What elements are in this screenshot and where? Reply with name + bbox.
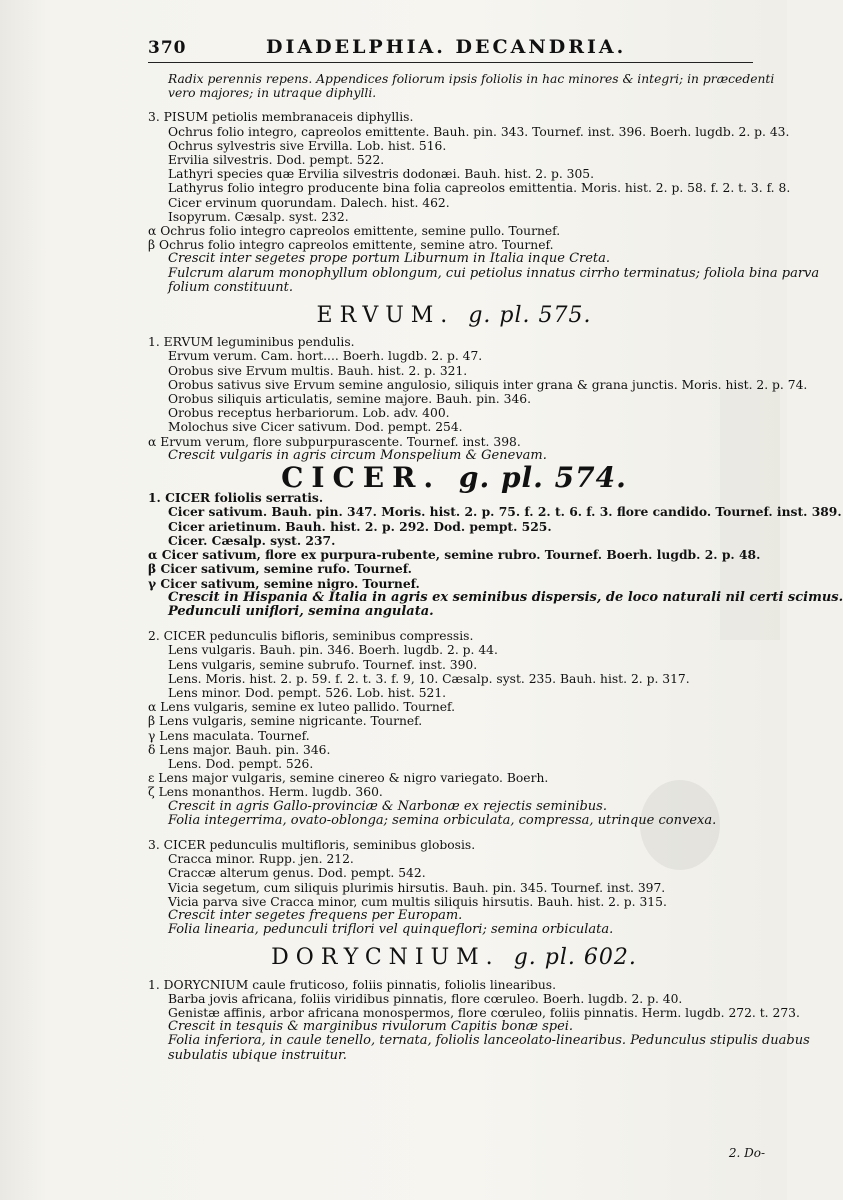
text-line: Orobus receptus herbariorum. Lob. adv. 400. <box>168 406 450 421</box>
text-line: Cicer sativum. Bauh. pin. 347. Moris. hist. 2. p. 75. f. 2. t. 6. f. 3. flore candido. Tournef. inst. 389. <box>168 504 842 520</box>
text-line: Ochrus folio integro, capreolos emittente. Bauh. pin. 343. Tournef. inst. 396. Boerh. lugdb. 2. p. 43. <box>168 124 790 139</box>
text-line: Cicer arietinum. Bauh. hist. 2. p. 292. Dod. pempt. 525. <box>168 518 552 534</box>
genus-name: DORYCNIUM. <box>271 945 500 971</box>
text-line: Folia inferiora, in caule tenello, ternata, foliolis lanceolato-linearibus. Pedunculus stipulis duabus <box>168 1033 810 1049</box>
text-line: α Lens vulgaris, semine ex luteo pallido. Tournef. <box>148 700 456 715</box>
genus-heading <box>148 461 760 495</box>
text-line: β Ochrus folio integro capreolos emittente, semine atro. Tournef. <box>148 238 554 253</box>
text-line: Vicia segetum, cum siliquis plurimis hirsutis. Bauh. pin. 345. Tournef. inst. 397. <box>168 880 666 895</box>
text-line: Lens. Moris. hist. 2. p. 59. f. 2. t. 3. f. 9, 10. Cæsalp. syst. 235. Bauh. hist. 2. p. 317. <box>168 671 690 686</box>
text-line: α Ochrus folio integro capreolos emittente, semine pullo. Tournef. <box>148 224 561 239</box>
text-line: 1. DORYCNIUM caule fruticoso, foliis pinnatis, foliolis linearibus. <box>148 977 557 992</box>
text-line: Lens minor. Dod. pempt. 526. Lob. hist. 521. <box>168 685 447 700</box>
text-line: Craccæ alterum genus. Dod. pempt. 542. <box>168 866 426 881</box>
text-line: δ Lens major. Bauh. pin. 346. <box>148 742 331 757</box>
text-line: Crescit inter segetes frequens per Europam. <box>168 907 463 923</box>
text-line: Orobus siliquis articulatis, semine majore. Bauh. pin. 346. <box>168 392 531 407</box>
text-line: γ Cicer sativum, semine nigro. Tournef. <box>148 575 420 591</box>
spacer <box>148 619 760 629</box>
text-line: vero majores; in utraque diphylli. <box>168 86 377 101</box>
genus-name: ERVUM. <box>316 303 455 329</box>
running-head: DIADELPHIA. DECANDRIA. <box>266 36 627 58</box>
text-line: ζ Lens monanthos. Herm. lugdb. 360. <box>148 785 383 800</box>
text-line: Vicia parva sive Cracca minor, cum multis siliquis hirsutis. Bauh. hist. 2. p. 315. <box>168 894 667 909</box>
page-body <box>148 72 843 1063</box>
text-line: Lathyri species quæ Ervilia silvestris dodonæi. Bauh. hist. 2. p. 305. <box>168 167 595 182</box>
text-line: folium constituunt. <box>168 279 294 295</box>
text-line: Lens. Dod. pempt. 526. <box>168 756 314 771</box>
text-line: α Cicer sativum, flore ex purpura-rubente, semine rubro. Tournef. Boerh. lugdb. 2. p. 48. <box>148 547 761 563</box>
genus-reference: g. pl. 574. <box>458 461 627 495</box>
text-line: Crescit vulgaris in agris circum Monspelium & Genevam. <box>168 447 547 463</box>
text-line: Genistæ affinis, arbor africana monospermos, flore cœruleo, foliis pinnatis. Herm. lugdb. 272. t. 273. <box>168 1005 800 1020</box>
text-line: Lens vulgaris. Bauh. pin. 346. Boerh. lugdb. 2. p. 44. <box>168 643 498 658</box>
text-line: Molochus sive Cicer sativum. Dod. pempt. 254. <box>168 420 463 435</box>
genus-heading <box>148 303 760 329</box>
text-line: Ochrus sylvestris sive Ervilla. Lob. hist. 516. <box>168 138 447 153</box>
text-line: Isopyrum. Cæsalp. syst. 232. <box>168 209 349 224</box>
text-line: 1. ERVUM leguminibus pendulis. <box>148 335 355 350</box>
text-line: β Lens vulgaris, semine nigricante. Tournef. <box>148 714 423 729</box>
text-line: α Ervum verum, flore subpurpurascente. Tournef. inst. 398. <box>148 434 521 449</box>
text-line: Crescit inter segetes prope portum Liburnum in Italia inque Creta. <box>168 251 611 267</box>
text-line: Orobus sativus sive Ervum semine angulosio, siliquis inter grana & grana junctis. Moris. hist. 2. p. 74. <box>168 377 808 392</box>
genus-reference: g. pl. 602. <box>513 945 637 971</box>
text-line: Pedunculi uniflori, semina angulata. <box>168 603 434 619</box>
text-line: Crescit in tesquis & marginibus rivulorum Capitis bonæ spei. <box>168 1019 574 1035</box>
genus-name: CICER. <box>281 461 442 495</box>
genus-heading <box>148 945 760 971</box>
text-line: ε Lens major vulgaris, semine cinereo & nigro variegato. Boerh. <box>148 771 549 786</box>
text-line: Cicer. Cæsalp. syst. 237. <box>168 532 336 548</box>
text-line: 3. CICER pedunculis multifloris, seminibus globosis. <box>148 837 476 852</box>
text-line: 1. CICER foliolis serratis. <box>148 490 324 506</box>
text-line: 3. PISUM petiolis membranaceis diphyllis. <box>148 110 414 125</box>
text-line: Cracca minor. Rupp. jen. 212. <box>168 852 354 867</box>
text-line: Crescit in Hispania & Italia in agris ex seminibus dispersis, de loco naturali nil certi scimus. <box>168 589 843 605</box>
text-line: Orobus sive Ervum multis. Bauh. hist. 2. p. 321. <box>168 363 468 378</box>
page-number: 370 <box>148 38 187 58</box>
spacer <box>148 828 760 838</box>
page-header <box>148 32 753 63</box>
text-line: Fulcrum alarum monophyllum oblongum, cui petiolus innatus cirrho terminatus; foliola bina parva <box>168 265 820 281</box>
text-line: Folia integerrima, ovato-oblonga; semina orbiculata, compressa, utrinque convexa. <box>168 812 717 828</box>
text-line: Crescit in agris Gallo-provinciæ & Narbonæ ex rejectis seminibus. <box>168 798 607 814</box>
text-line: Ervum verum. Cam. hort.... Boerh. lugdb. 2. p. 47. <box>168 349 483 364</box>
text-line: Radix perennis repens. Appendices foliorum ipsis foliolis in hac minores & integri; in præcedenti <box>168 72 775 86</box>
text-line: Cicer ervinum quorundam. Dalech. hist. 462. <box>168 195 450 210</box>
text-line: γ Lens maculata. Tournef. <box>148 728 310 743</box>
spacer <box>148 100 760 110</box>
catchword: 2. Do- <box>728 1146 765 1160</box>
text-line: Ervilia silvestris. Dod. pempt. 522. <box>168 153 385 168</box>
genus-reference: g. pl. 575. <box>468 303 592 329</box>
text-line: Lens vulgaris, semine subrufo. Tournef. inst. 390. <box>168 657 478 672</box>
text-line: 2. CICER pedunculis bifloris, seminibus compressis. <box>148 629 474 644</box>
text-line: Barba jovis africana, foliis viridibus pinnatis, flore cœruleo. Boerh. lugdb. 2. p. 40. <box>168 991 683 1006</box>
text-line: subulatis ubique instruitur. <box>168 1047 347 1063</box>
text-line: β Cicer sativum, semine rufo. Tournef. <box>148 561 412 577</box>
text-line: Folia linearia, pedunculi triflori vel quinqueflori; semina orbiculata. <box>168 922 614 938</box>
text-line: Lathyrus folio integro producente bina folia capreolos emittentia. Moris. hist. 2. p. 58. f. 2. t. 3. f. 8. <box>168 181 791 196</box>
